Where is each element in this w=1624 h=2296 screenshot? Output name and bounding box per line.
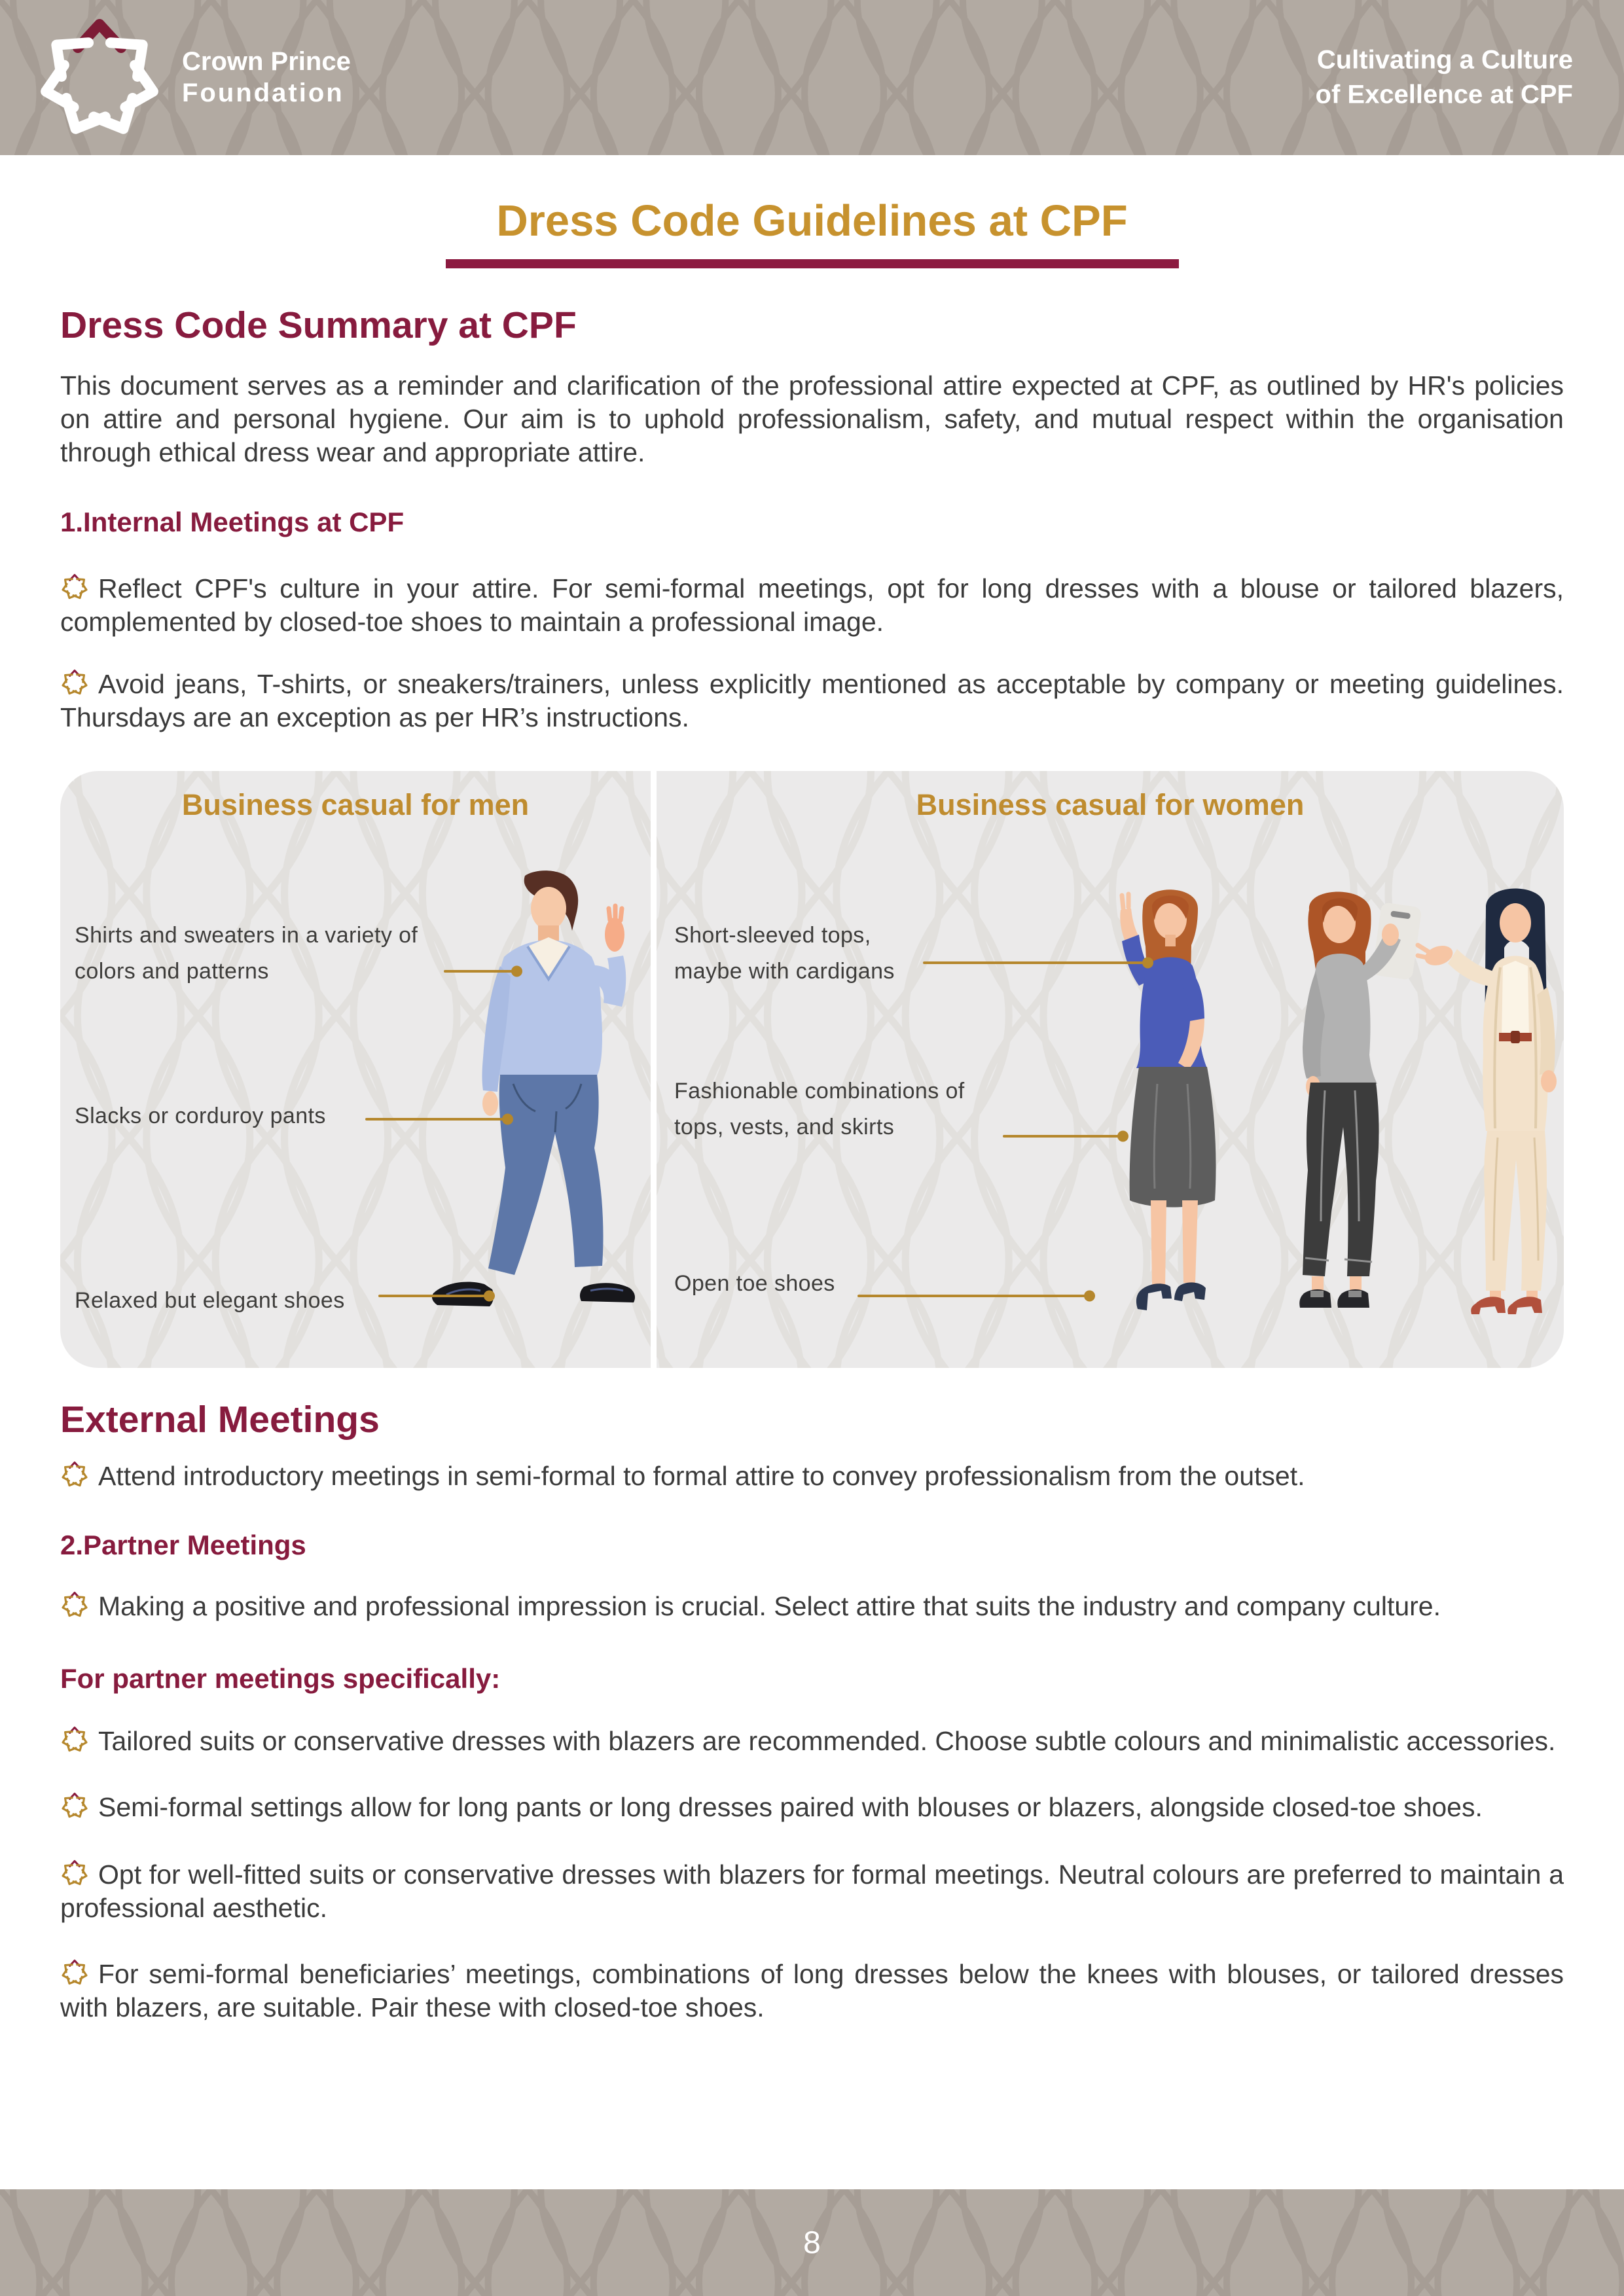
internal-bullet-2 bbox=[60, 668, 1564, 734]
internal-bullet-2-text: Avoid jeans, T-shirts, or sneakers/trainers, unless explicitly mentioned as acceptable by company or meeting guidelines. Thursdays are an exception as per HR’s instructions. bbox=[60, 669, 1564, 732]
partner-specific-heading: For partner meetings specifically: bbox=[60, 1663, 501, 1695]
internal-bullet-1-text: Reflect CPF's culture in your attire. For semi-formal meetings, opt for long dresses with a blouse or tailored blazers, complemented by closed-toe shoes to maintain a professional image. bbox=[60, 573, 1564, 637]
page-header bbox=[0, 0, 1624, 155]
brand bbox=[34, 0, 351, 155]
man-illustration bbox=[427, 868, 643, 1313]
title-underline bbox=[446, 259, 1179, 268]
tagline-line2: of Excellence at CPF bbox=[1315, 80, 1573, 109]
women-illustration bbox=[1105, 868, 1557, 1316]
cpf-bullet-icon bbox=[60, 1858, 89, 1888]
external-bullet-text: Attend introductory meetings in semi-formal to formal attire to convey professionalism from the outset. bbox=[98, 1460, 1305, 1491]
specific-bullet-2 bbox=[60, 1791, 1564, 1824]
callout-line-open-toe bbox=[857, 1295, 1090, 1297]
summary-heading: Dress Code Summary at CPF bbox=[60, 304, 577, 346]
page-footer bbox=[0, 2189, 1624, 2296]
summary-paragraph: This document serves as a reminder and clarification of the professional attire expected at CPF, as outlined by HR's policies on attire and personal hygiene. Our aim is to uphold professionalism, safety, and mutual respect within the organisation through ethical dress wear and appropriate attire. bbox=[60, 370, 1564, 467]
specific-bullet-3 bbox=[60, 1858, 1564, 1925]
partner-bullet-text: Making a positive and professional impression is crucial. Select attire that suits the industry and company culture. bbox=[98, 1590, 1441, 1621]
partner-bullet bbox=[60, 1590, 1564, 1623]
callout-line-shirts bbox=[444, 970, 517, 973]
callout-line-combinations bbox=[1003, 1135, 1123, 1138]
panel-divider bbox=[651, 771, 657, 1368]
label-shirts-sweaters: Shirts and sweaters in a variety of colors and patterns bbox=[75, 922, 418, 984]
cpf-bullet-icon bbox=[60, 572, 89, 602]
specific-bullet-1-text: Tailored suits or conservative dresses with blazers are recommended. Choose subtle colours and minimalistic accessories. bbox=[98, 1726, 1556, 1757]
cpf-bullet-icon bbox=[60, 1958, 89, 1988]
specific-bullet-4-text: For semi-formal beneficiaries’ meetings, combinations of long dresses below the knees with blouses, or tailored dresses with blazers, are suitable. Pair these with closed-toe shoes. bbox=[60, 1958, 1564, 2022]
business-casual-figure bbox=[60, 771, 1564, 1368]
external-bullet bbox=[60, 1460, 1564, 1493]
page-title: Dress Code Guidelines at CPF bbox=[496, 196, 1128, 245]
external-meetings-heading: External Meetings bbox=[60, 1398, 380, 1441]
cpf-logo-icon bbox=[34, 10, 165, 149]
brand-name bbox=[182, 46, 351, 108]
partner-meetings-heading: 2.Partner Meetings bbox=[60, 1529, 306, 1560]
callout-line-slacks bbox=[365, 1118, 508, 1121]
callout-line-elegant-shoes bbox=[378, 1295, 490, 1297]
specific-bullet-4 bbox=[60, 1958, 1564, 2024]
tagline-line1: Cultivating a Culture bbox=[1316, 45, 1573, 74]
cpf-bullet-icon bbox=[60, 1791, 89, 1821]
label-combinations: Fashionable combinations of tops, vests, and skirts bbox=[674, 1078, 965, 1140]
cpf-bullet-icon bbox=[60, 1725, 89, 1755]
women-panel-title: Business casual for women bbox=[916, 787, 1305, 821]
label-slacks: Slacks or corduroy pants bbox=[75, 1103, 326, 1128]
internal-meetings-heading: 1.Internal Meetings at CPF bbox=[60, 507, 405, 538]
internal-bullet-1 bbox=[60, 572, 1564, 639]
cpf-bullet-icon bbox=[60, 1590, 89, 1620]
cpf-bullet-icon bbox=[60, 1460, 89, 1490]
men-panel-title: Business casual for men bbox=[181, 787, 530, 821]
label-short-sleeved-tops: Short-sleeved tops, maybe with cardigans bbox=[674, 922, 895, 984]
header-tagline bbox=[1316, 43, 1573, 113]
document-body bbox=[0, 196, 1624, 2024]
label-open-toe-shoes: Open toe shoes bbox=[674, 1270, 835, 1296]
cpf-bullet-icon bbox=[60, 668, 89, 698]
brand-line1: Crown Prince bbox=[182, 47, 351, 77]
label-elegant-shoes: Relaxed but elegant shoes bbox=[75, 1287, 345, 1313]
specific-bullet-1 bbox=[60, 1725, 1564, 1758]
specific-bullet-2-text: Semi-formal settings allow for long pants or long dresses paired with blouses or blazers, alongside closed-toe shoes. bbox=[98, 1792, 1483, 1823]
specific-bullet-3-text: Opt for well-fitted suits or conservative dresses with blazers for formal meetings. Neutral colours are preferred to maintain a professional aesthetic. bbox=[60, 1859, 1564, 1923]
page-number: 8 bbox=[803, 2225, 821, 2260]
callout-line-tops bbox=[923, 961, 1148, 964]
brand-line2: Foundation bbox=[182, 78, 344, 107]
